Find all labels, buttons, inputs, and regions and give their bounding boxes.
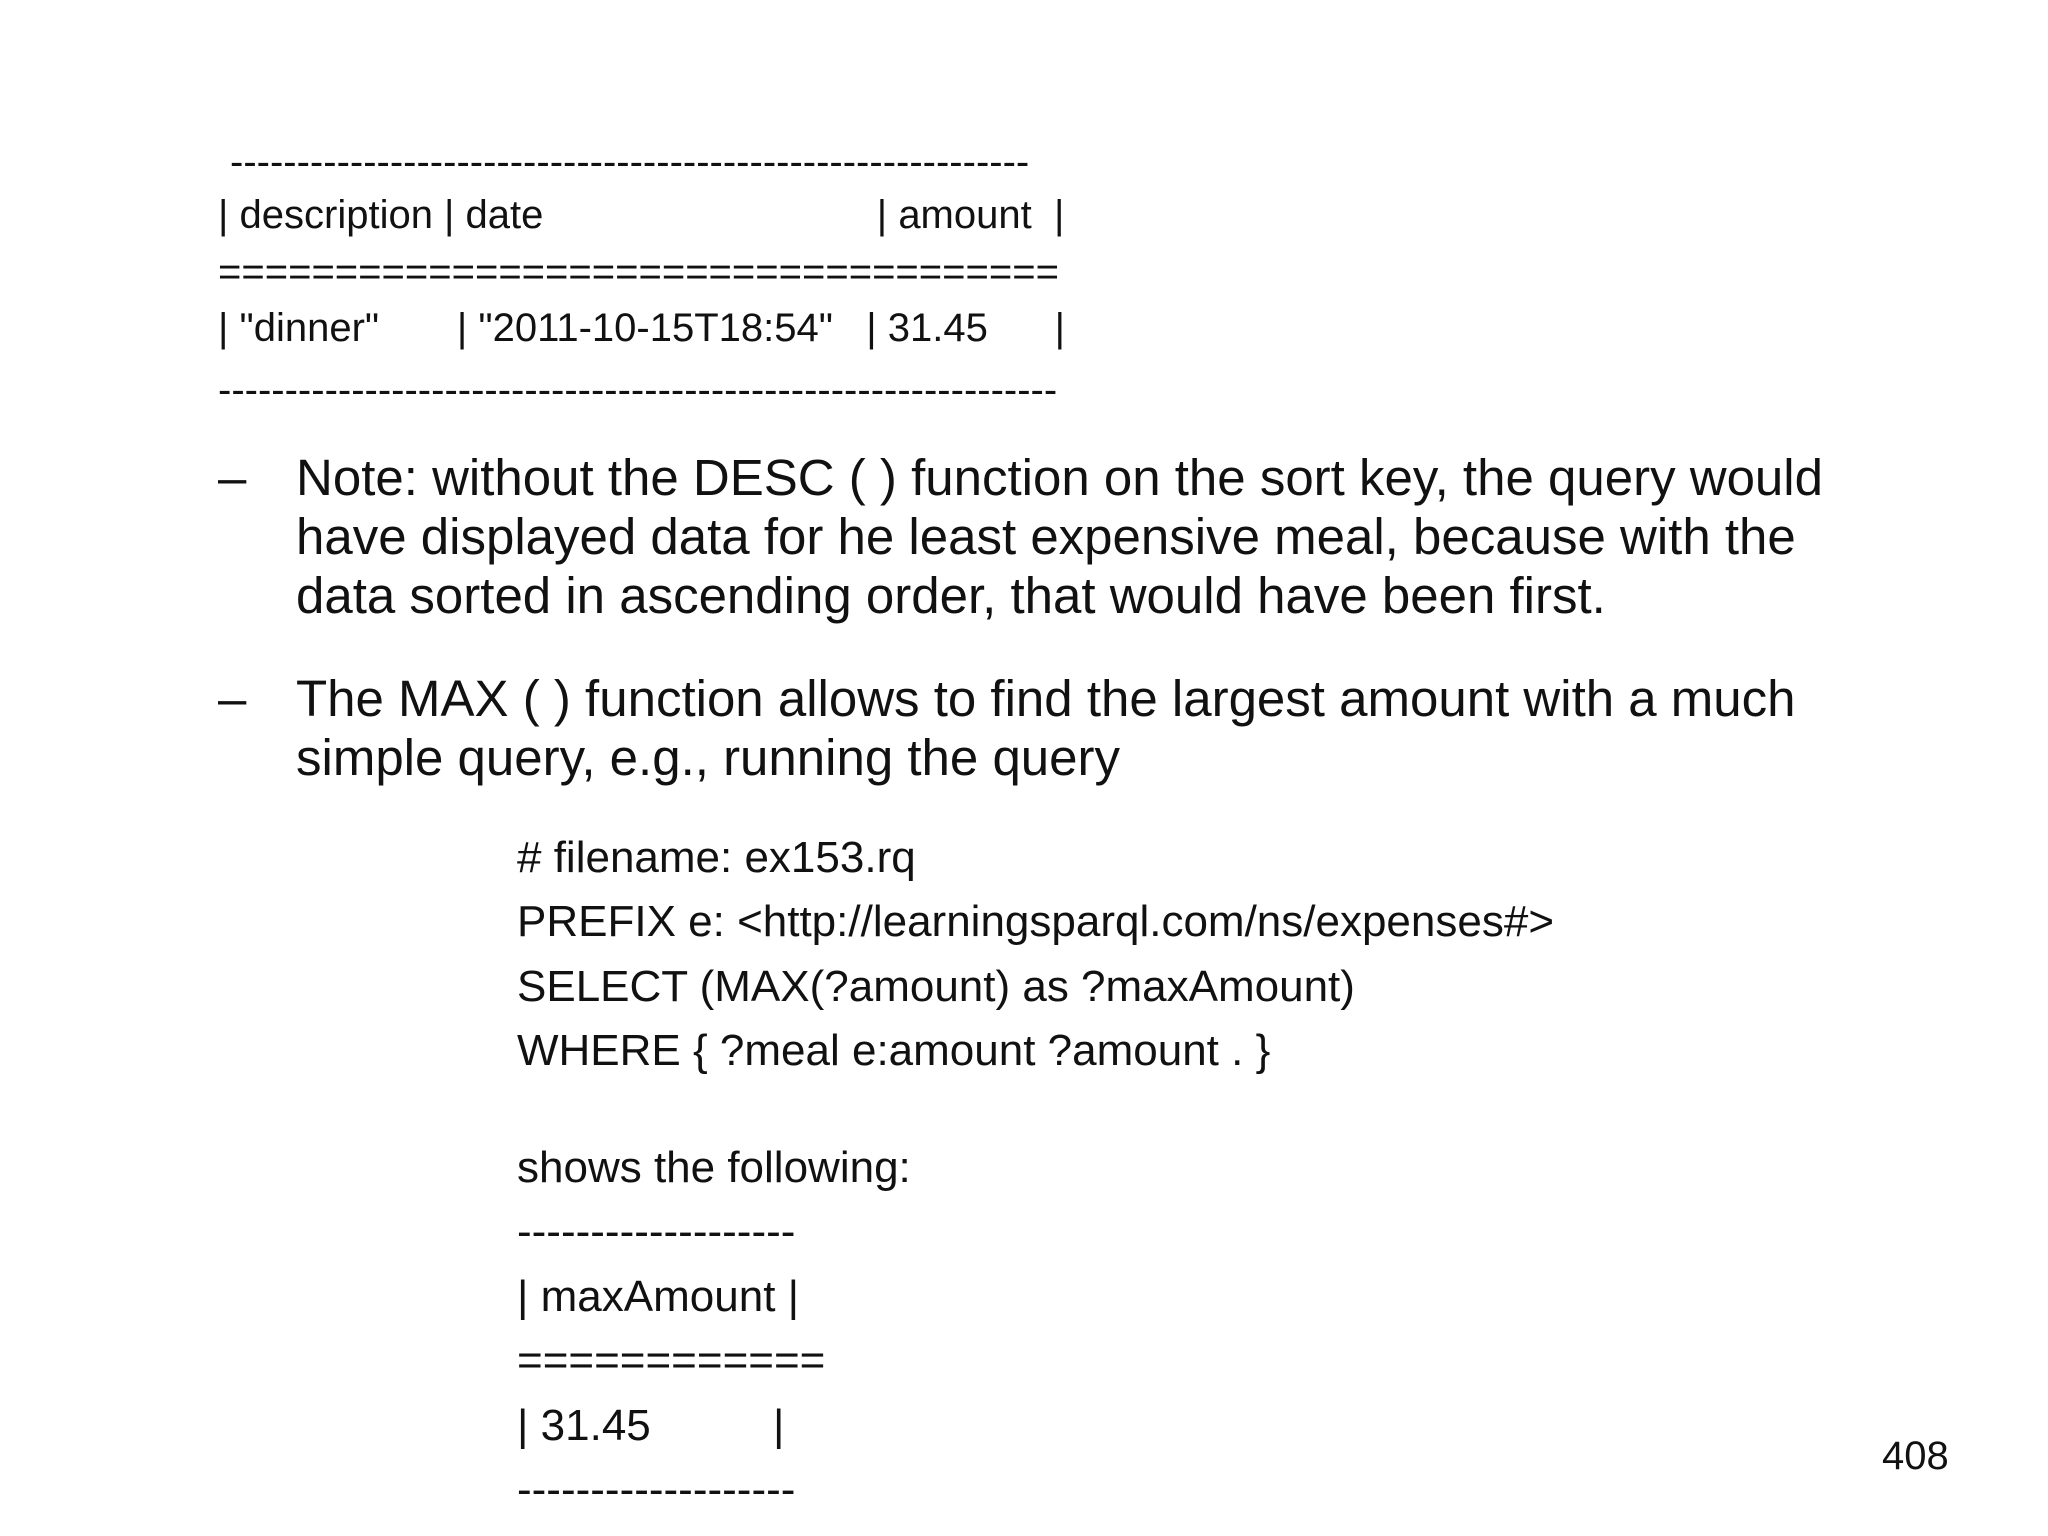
output-rule-bottom: ------------------- (517, 1465, 796, 1514)
bullet-dash: – (218, 449, 247, 506)
code-output-intro: shows the following: (517, 1143, 911, 1192)
code-select-line: SELECT (MAX(?amount) as ?maxAmount) (517, 962, 1355, 1011)
table-rule-bottom: --------------------------------------------------------------- (218, 368, 1058, 412)
bullet-dash: – (218, 670, 247, 727)
bullet-text: Note: without the DESC ( ) function on the sort key, the query would have displayed data for he least expensive meal, because with the data sorted in ascending order, that would have been first. (296, 449, 1823, 624)
output-rule-top: ------------------- (517, 1207, 796, 1256)
code-comment-filename: # filename: ex153.rq (517, 833, 916, 882)
table-header-row: | description | date | amount | (218, 193, 1065, 237)
table-rule-top: ------------------------------------------------------------ (230, 140, 1030, 184)
output-header: | maxAmount | (517, 1272, 800, 1321)
table-row: | "dinner" | "2011-10-15T18:54" | 31.45 | (218, 306, 1065, 350)
table-header-separator: ==================================== (218, 250, 1059, 294)
output-row: | 31.45 | (517, 1401, 785, 1450)
code-prefix-line: PREFIX e: <http://learningsparql.com/ns/expenses#> (517, 897, 1555, 946)
output-separator: ============ (517, 1336, 826, 1385)
code-where-line: WHERE { ?meal e:amount ?amount . } (517, 1026, 1271, 1075)
bullet-text: The MAX ( ) function allows to find the largest amount with a much simple query, e.g., running the query (296, 670, 1796, 786)
page-number: 408 (1882, 1434, 1949, 1478)
